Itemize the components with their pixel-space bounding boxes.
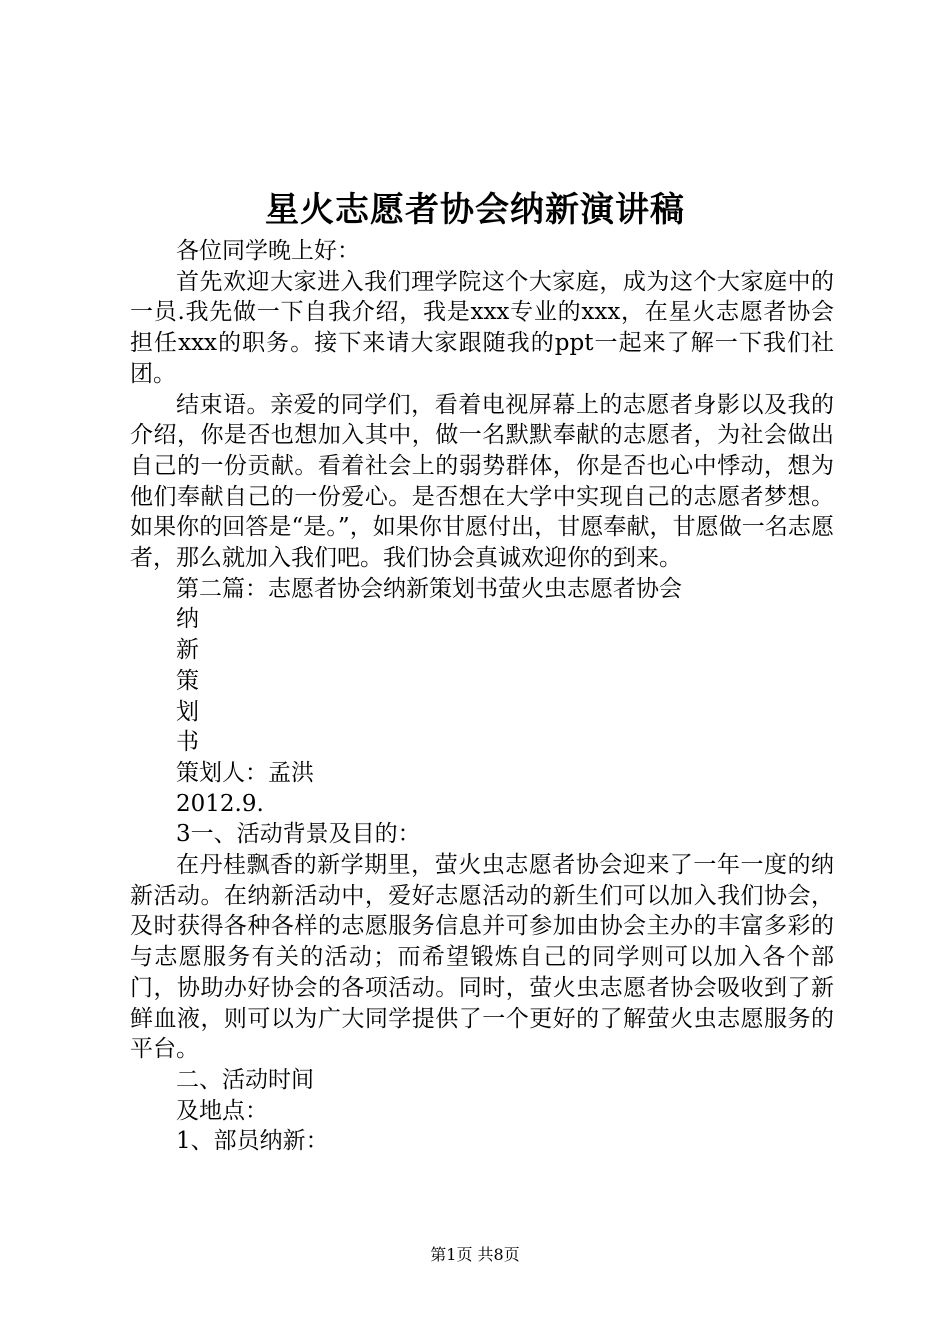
page-footer: 第1页 共8页 — [430, 1245, 520, 1264]
recruit-heading: 1、部员纳新： — [176, 1128, 329, 1155]
vertical-title-char: 划 — [176, 698, 199, 725]
document-body — [130, 236, 834, 1157]
background-heading: 3一、活动背景及目的： — [176, 821, 421, 848]
vertical-title-char: 书 — [176, 729, 199, 756]
greeting-paragraph: 各位同学晚上好： — [176, 238, 360, 264]
time-heading: 二、活动时间 — [176, 1066, 314, 1093]
intro-paragraph: 首先欢迎大家进入我们理学院这个大家庭，成为这个大家庭中的一员.我先做一下自我介绍，我是xxx专业的xxx，在星火志愿者协会担任xxx的职务。接下来请大家跟随我的ppt一起来了解一下我们社团。 — [130, 268, 834, 387]
vertical-title-char: 新 — [176, 637, 199, 664]
date-line: 2012.9. — [176, 790, 264, 817]
vertical-title-char: 策 — [176, 667, 199, 694]
planner-line: 策划人：孟洪 — [176, 759, 314, 786]
background-paragraph: 在丹桂飘香的新学期里，萤火虫志愿者协会迎来了一年一度的纳新活动。在纳新活动中，爱好志愿活动的新生们可以加入我们协会，及时获得各种各样的志愿服务信息并可参加由协会主办的丰富多彩的与志愿服务有关的活动；而希望锻炼自己的同学则可以加入各个部门，协助办好协会的各项活动。同时，萤火虫志愿者协会吸收到了新鲜血液，则可以为广大同学提供了一个更好的了解萤火虫志愿服务的平台。 — [130, 852, 834, 1063]
document-title: 星火志愿者协会纳新演讲稿 — [265, 190, 685, 230]
section-heading: 第二篇：志愿者协会纳新策划书萤火虫志愿者协会 — [176, 575, 682, 602]
location-heading: 及地点： — [176, 1097, 268, 1124]
vertical-title-char: 纳 — [176, 606, 199, 633]
closing-paragraph: 结束语。亲爱的同学们，看着电视屏幕上的志愿者身影以及我的介绍，你是否也想加入其中，做一名默默奉献的志愿者，为社会做出自己的一份贡献。看着社会上的弱势群体，你是否也心中悸动，想为他们奉献自己的一份爱心。是否想在大学中实现自己的志愿者梦想。如果你的回答是“是。”，如果你甘愿付出，甘愿奉献，甘愿做一名志愿者，那么就加入我们吧。我们协会真诚欢迎你的到来。 — [130, 391, 834, 572]
